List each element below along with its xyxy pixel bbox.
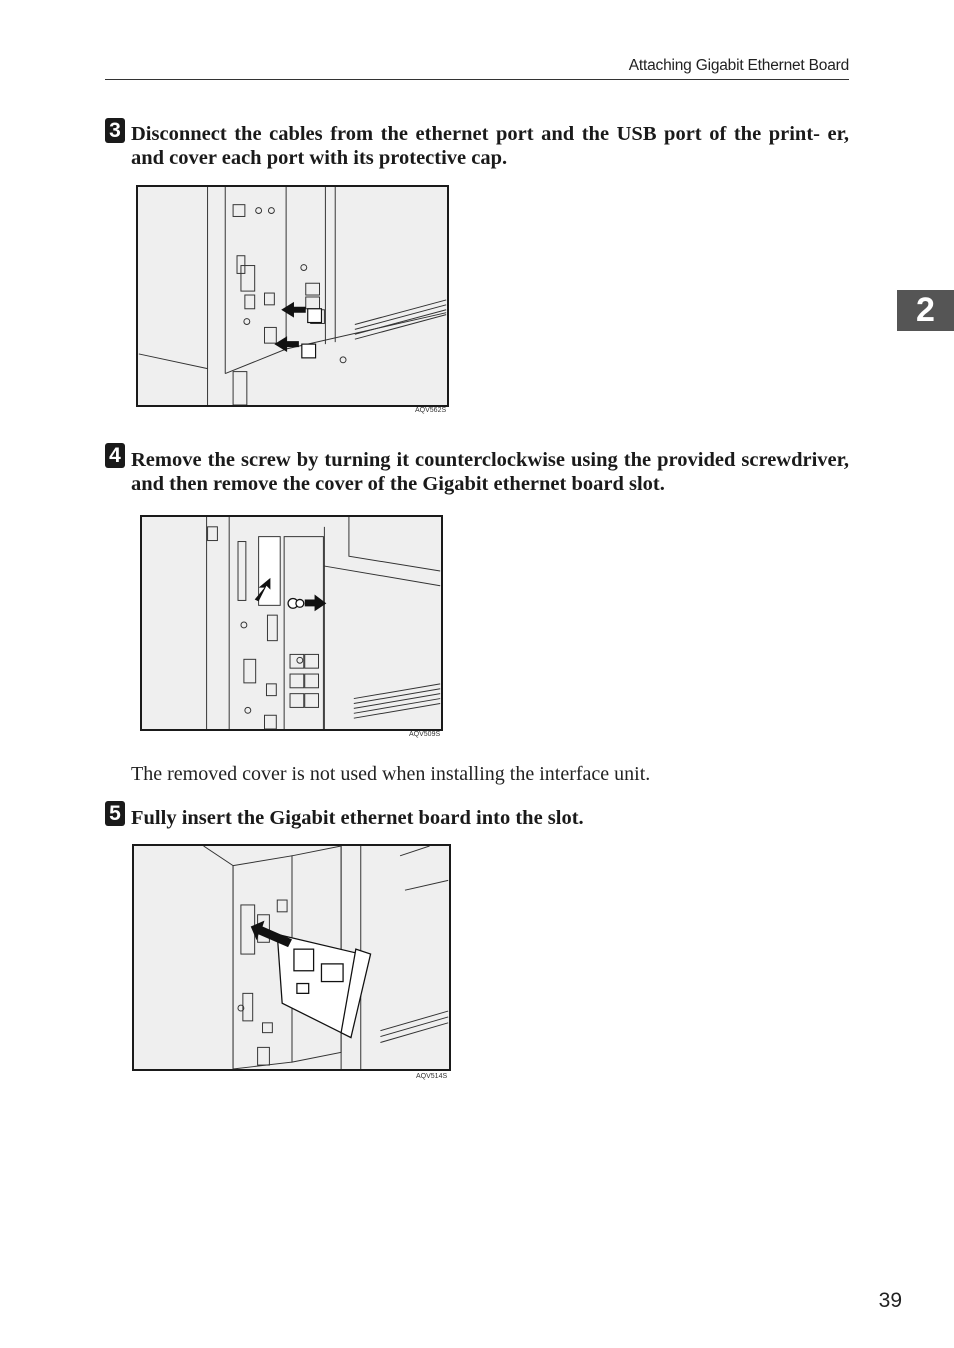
step-number-badge: 3 <box>105 118 125 143</box>
gigabit-board-insertion-drawing <box>134 846 449 1069</box>
header-rule <box>105 79 849 80</box>
figure-code: AQV562S <box>415 407 447 414</box>
running-header: Attaching Gigabit Ethernet Board <box>628 57 849 74</box>
chapter-tab: 2 <box>897 290 954 331</box>
slot-cover-screw-drawing <box>142 517 441 729</box>
step-number-badge: 5 <box>105 801 125 826</box>
illustration-insert-board <box>132 844 451 1071</box>
illustration-port-caps <box>136 185 449 407</box>
figure-code: AQV509S <box>409 731 441 738</box>
step-number-badge: 4 <box>105 443 125 468</box>
step-instruction: Disconnect the cables from the ethernet port and the USB port of the print- er, and cover each port with its protective cap. <box>131 123 849 169</box>
illustration-remove-slot-cover <box>140 515 443 731</box>
step-instruction: Fully insert the Gigabit ethernet board into the slot. <box>131 807 584 829</box>
figure-code: AQV514S <box>416 1073 448 1080</box>
step-note: The removed cover is not used when installing the interface unit. <box>131 763 651 785</box>
step-instruction: Remove the screw by turning it counterclockwise using the provided screwdriver, and then remove the cover of the Gigabit ethernet board slot. <box>131 449 849 495</box>
printer-rear-ports-drawing <box>138 187 447 405</box>
page-number: 39 <box>878 1289 902 1312</box>
